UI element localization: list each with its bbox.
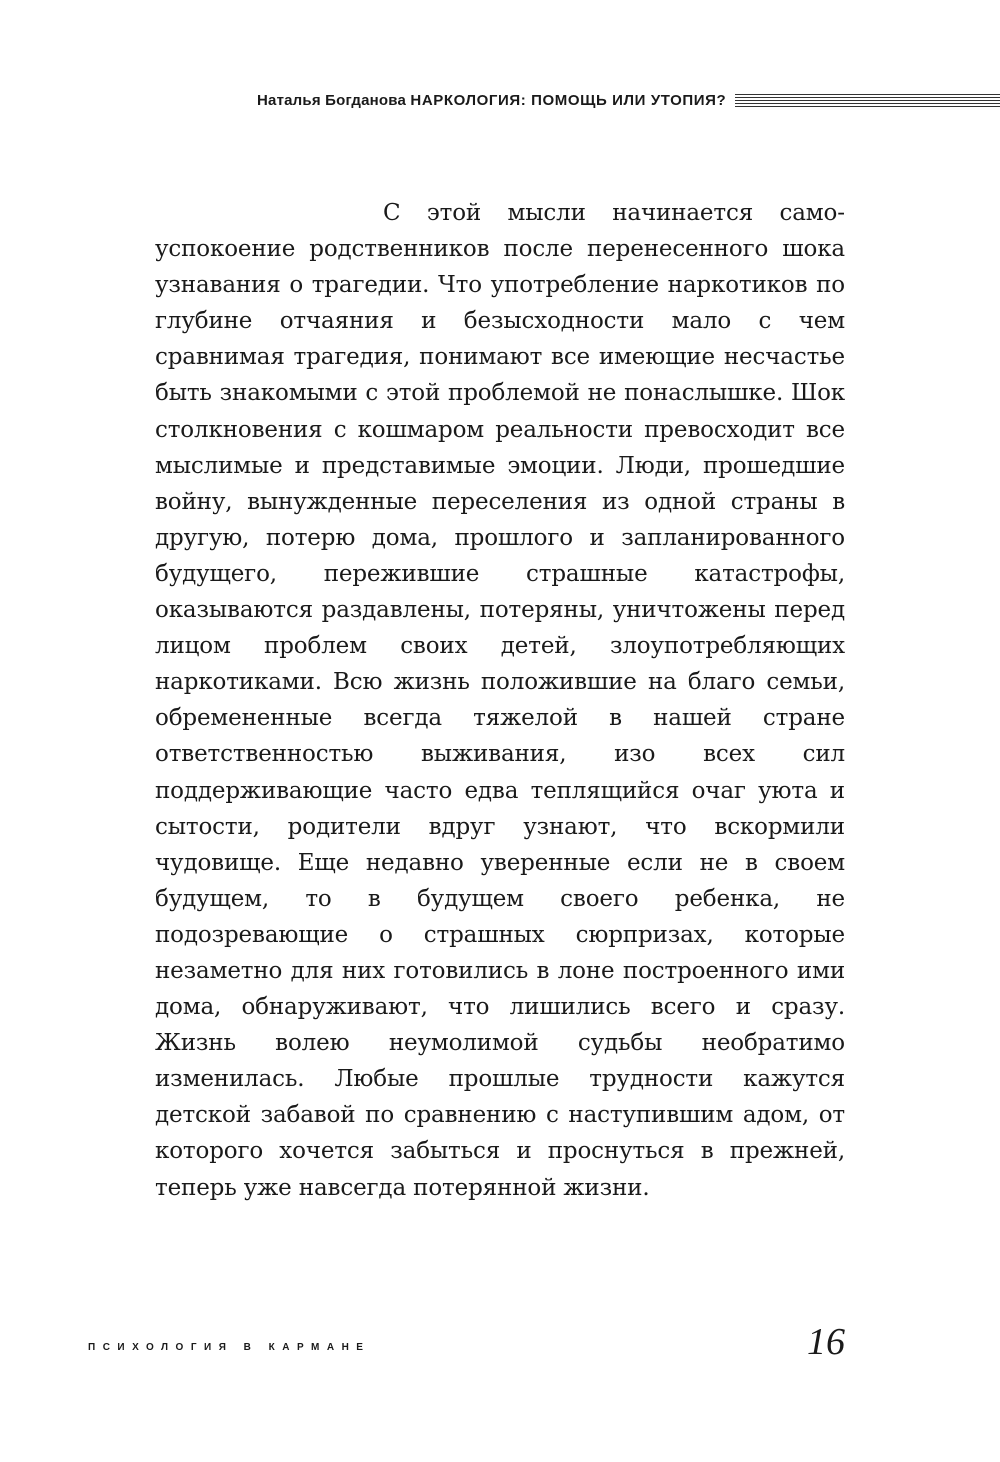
page-number: 16 [807,1321,845,1363]
header-line [257,86,726,116]
footer-series-title: ПСИХОЛОГИЯ В КАРМАНЕ [88,1342,371,1353]
body-paragraph: С этой мысли начинается самоуспокоение родственников после перенесенного шока узнавания о трагедии. Что употребление наркотиков по глубине отчаяния и безысходности мало с чем сравнимая трагедия, понимают все имеющие несчастье быть знакомыми с этой проблемой не понаслышке. Шок столкновения с кошмаром реальности превосходит все мыслимые и представимые эмоции. Люди, прошедшие войну, вынужденные переселения из одной страны в другую, потерю дома, прошлого и запланированного будущего, пережившие страшные катастрофы, оказываются раздавлены, потеряны, уничтожены перед лицом проблем своих детей, злоупотребляющих наркотиками. Всю жизнь положившие на благо семьи, обремененные всегда тяжелой в нашей стране ответственностью выживания, изо всех сил поддерживающие часто едва теплящийся очаг уюта и сытости, родители вдруг узнают, что вскормили чудовище. Еще недавно уверенные если не в своем будущем, то в будущем своего ребенка, не подозревающие о страшных сюрпризах, которые незаметно для них готовились в лоне построенного ими дома, обнаруживают, что лишились всего и сразу. Жизнь волею неумолимой судьбы необратимо изменилась. Любые прошлые трудности кажутся детской забавой по сравнению с наступившим адом, от которого хочется забыться и проснуться в прежней, теперь уже навсегда потерянной жизни. [155,200,845,1201]
header-decorative-rule [735,94,1000,108]
running-header [0,86,1000,116]
header-book-title: НАРКОЛОГИЯ: ПОМОЩЬ ИЛИ УТОПИЯ? [410,92,727,109]
header-author: Наталья Богданова [257,92,407,109]
